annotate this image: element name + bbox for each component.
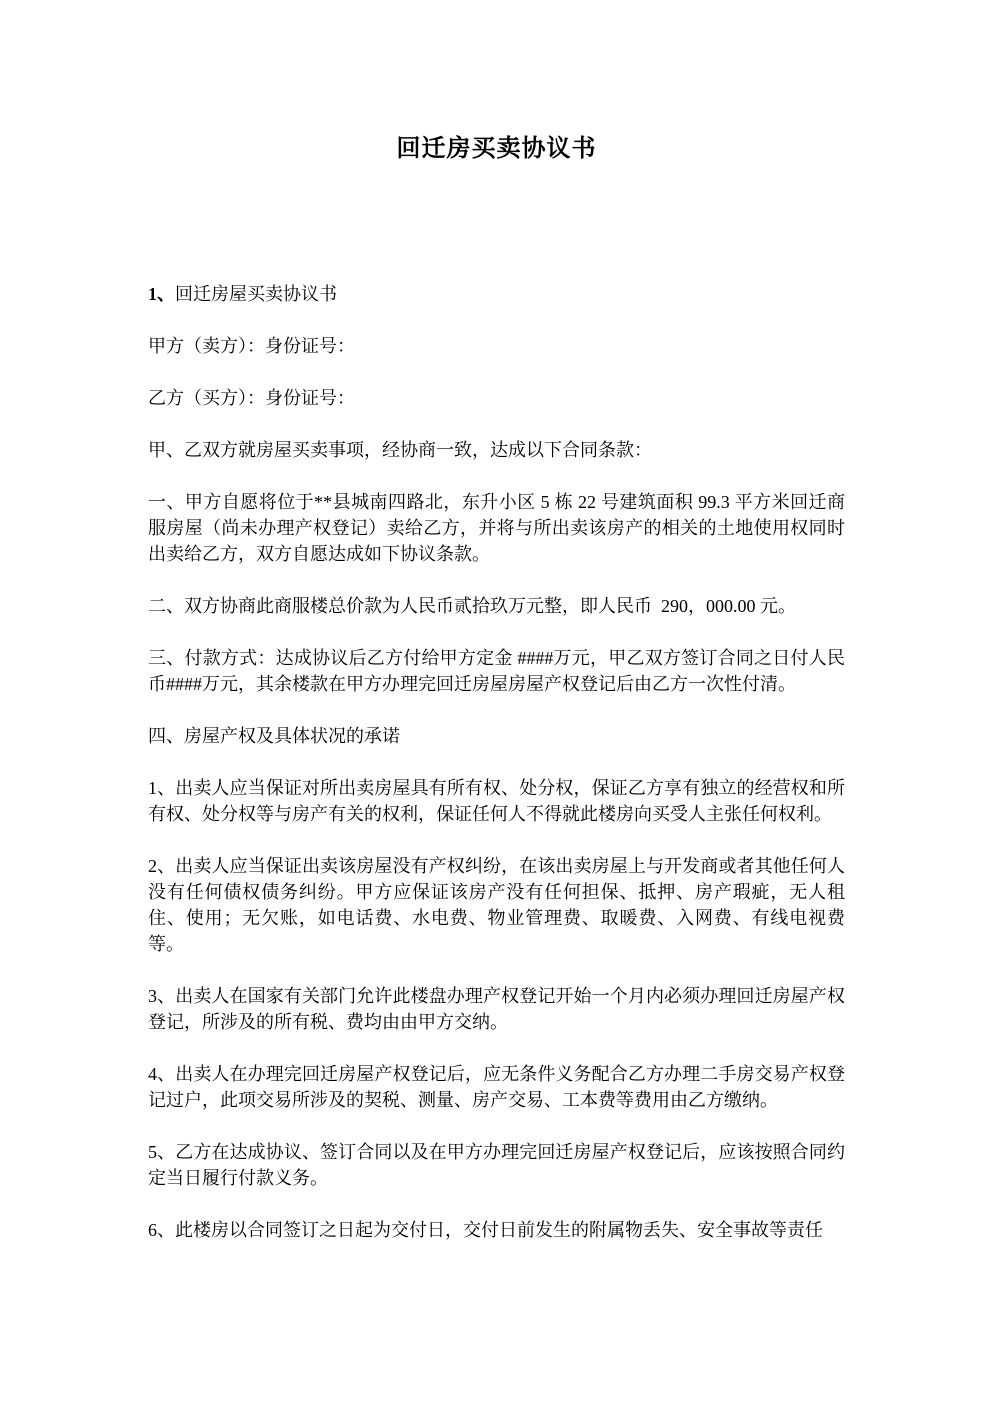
list-heading-number: 1、 [148, 284, 175, 304]
article-4-item-1: 1、出卖人应当保证对所出卖房屋具有所有权、处分权，保证乙方享有独立的经营权和所有权、处分权等与房产有关的权利，保证任何人不得就此楼房向买受人主张任何权利。 [148, 778, 845, 824]
document-title: 回迁房买卖协议书 [396, 136, 597, 162]
article-4-item-3: 3、出卖人在国家有关部门允许此楼盘办理产权登记开始一个月内必须办理回迁房屋产权登记，所涉及的所有税、费均由由甲方交纳。 [148, 986, 845, 1032]
article-4-item-5: 5、乙方在达成协议、签订合同以及在甲方办理完回迁房屋产权登记后，应该按照合同约定当日履行付款义务。 [148, 1142, 845, 1188]
article-3-payment: 三、付款方式：达成协议后乙方付给甲方定金 ####万元，甲乙双方签订合同之日付人民币####万元，其余楼款在甲方办理完回迁房屋房屋产权登记后由乙方一次性付清。 [148, 648, 845, 694]
article-4-item-6: 6、此楼房以合同签订之日起为交付日，交付日前发生的附属物丢失、安全事故等责任 [148, 1220, 823, 1240]
list-heading-text: 回迁房屋买卖协议书 [175, 284, 337, 304]
article-2-price: 二、双方协商此商服楼总价款为人民币贰拾玖万元整，即人民币 290，000.00 元。 [148, 596, 796, 616]
party-a-line: 甲方（卖方）：身份证号： [148, 336, 355, 356]
article-4-item-4: 4、出卖人在办理完回迁房屋产权登记后，应无条件义务配合乙方办理二手房交易产权登记过户，此项交易所涉及的契税、测量、房产交易、工本费等费用由乙方缴纳。 [148, 1064, 845, 1110]
preamble: 甲、乙双方就房屋买卖事项，经协商一致，达成以下合同条款： [148, 440, 652, 460]
article-4-heading: 四、房屋产权及具体状况的承诺 [148, 726, 400, 746]
article-4-item-2: 2、出卖人应当保证出卖该房屋没有产权纠纷，在该出卖房屋上与开发商或者其他任何人没有任何债权债务纠纷。甲方应保证该房产没有任何担保、抵押、房产瑕疵，无人租住、使用；无欠账，如电话费、水电费、物业管理费、取暖费、入网费、有线电视费等。 [148, 856, 845, 954]
article-1: 一、甲方自愿将位于**县城南四路北，东升小区 5 栋 22 号建筑面积 99.3 平方米回迁商服房屋（尚未办理产权登记）卖给乙方，并将与所出卖该房产的相关的土地使用权同时出卖给乙方，双方自愿达成如下协议条款。 [148, 492, 845, 564]
list-heading [148, 281, 845, 307]
party-b-line: 乙方（买方）：身份证号： [148, 388, 355, 408]
